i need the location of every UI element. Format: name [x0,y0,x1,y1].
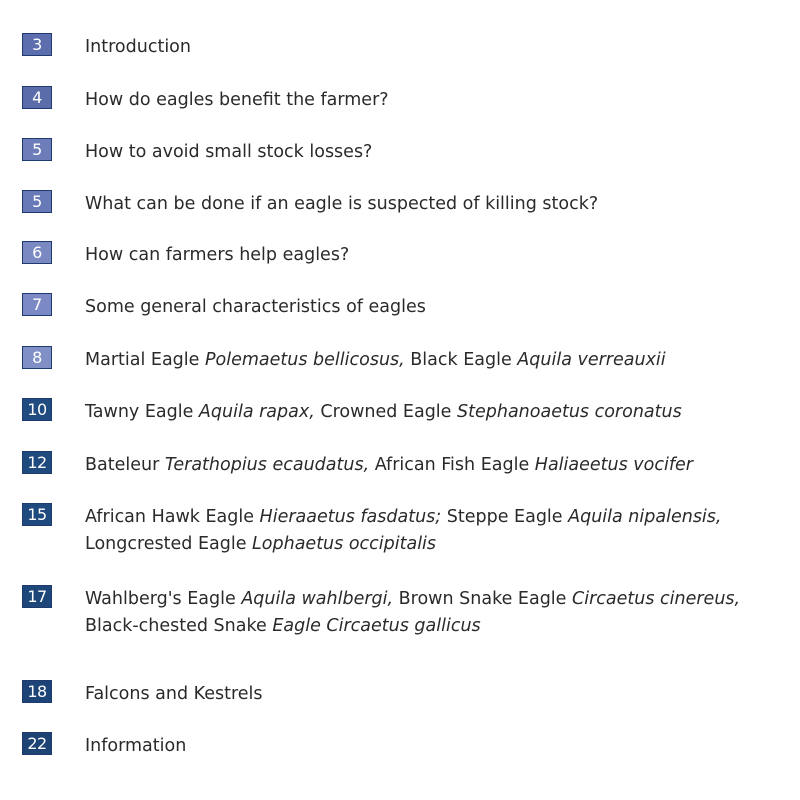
common-name: African Fish Eagle [369,455,535,475]
entry-title: How do eagles benefit the farmer? [85,90,389,110]
common-name: Martial Eagle [85,350,205,370]
page-number-badge: 10 [22,398,52,421]
page-number-badge: 7 [22,293,52,316]
entry-title: Information [85,736,187,756]
scientific-name: Circaetus cinereus, [572,589,741,609]
scientific-name: Aquila rapax, [198,402,315,422]
page-number-badge: 12 [22,451,52,474]
page-number-badge: 5 [22,190,52,213]
entry-title: Some general characteristics of eagles [85,297,426,317]
page-number-badge: 17 [22,585,52,608]
page-number-badge: 5 [22,138,52,161]
page-number-badge: 3 [22,33,52,56]
page-number-badge: 8 [22,346,52,369]
common-name: African Hawk Eagle [85,507,260,527]
entry-title: What can be done if an eagle is suspected of killing stock? [85,194,599,214]
page-number-badge: 22 [22,732,52,755]
common-name: Tawny Eagle [85,402,199,422]
common-name: Longcrested Eagle [85,534,253,554]
scientific-name: Aquila nipalensis, [568,507,722,527]
scientific-name: Aquila wahlbergi, [241,589,394,609]
scientific-name: Aquila verreauxii [517,350,666,370]
page-number-badge: 18 [22,680,52,703]
scientific-name: Terathopius ecaudatus, [164,455,370,475]
entry-title: Introduction [85,37,191,57]
entry-title: How to avoid small stock losses? [85,142,373,162]
common-name: Steppe Eagle [441,507,569,527]
entry-title [85,452,792,479]
scientific-name: Polemaetus bellicosus, [204,350,405,370]
scientific-name: Haliaeetus vocifer [534,455,693,475]
common-name: Crowned Eagle [314,402,458,422]
scientific-name: Lophaetus occipitalis [252,534,437,554]
page-number-badge: 6 [22,241,52,264]
common-name: Wahlberg's Eagle [85,589,242,609]
common-name: Black-chested Snake [85,616,273,636]
scientific-name: Eagle Circaetus gallicus [272,616,481,636]
page-number-badge: 15 [22,503,52,526]
entry-title [85,586,792,640]
entry-title: How can farmers help eagles? [85,245,350,265]
entry-title [85,399,792,426]
entry-title-line-2 [85,531,792,558]
scientific-name: Stephanoaetus coronatus [457,402,682,422]
entry-title [85,347,792,374]
page-number-badge: 4 [22,86,52,109]
scientific-name: Hieraaetus fasdatus; [259,507,442,527]
common-name: Black Eagle [404,350,518,370]
common-name: Bateleur [85,455,165,475]
entry-title [85,504,792,558]
entry-title: Falcons and Kestrels [85,684,263,704]
entry-title-line-2 [85,613,792,640]
common-name: Brown Snake Eagle [393,589,572,609]
